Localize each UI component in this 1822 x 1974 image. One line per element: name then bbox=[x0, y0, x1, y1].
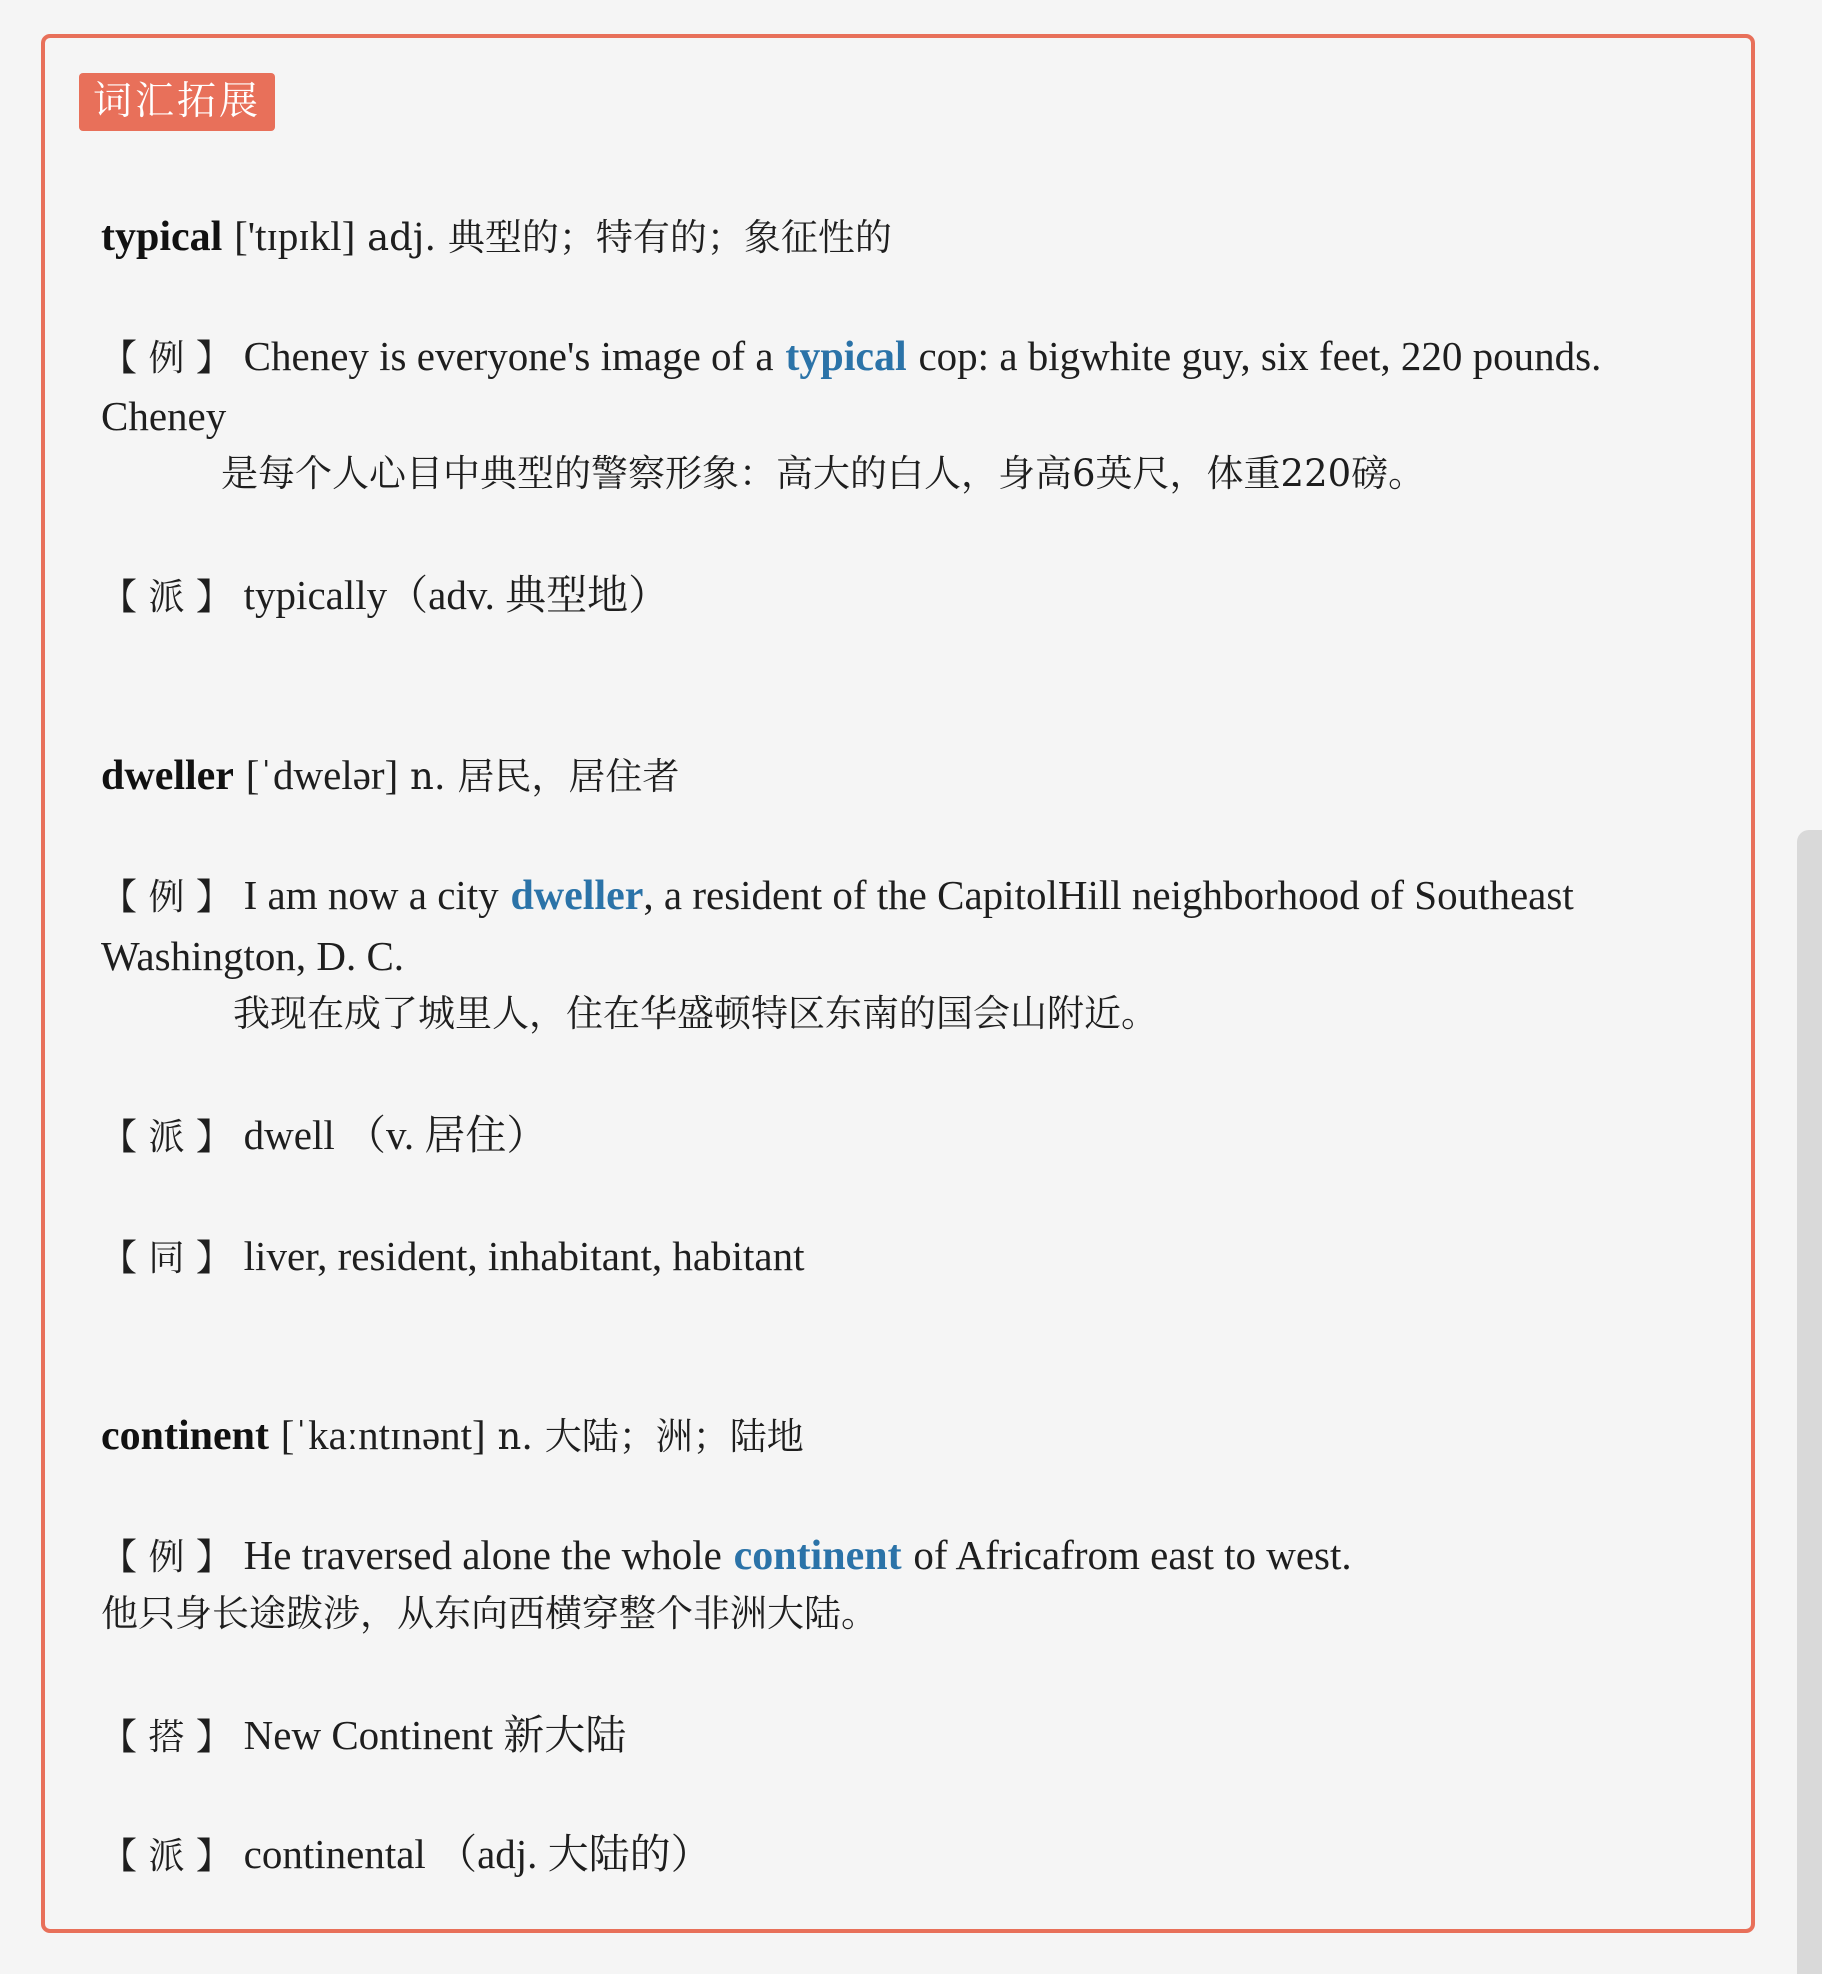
example-en-before: He traversed alone the whole bbox=[243, 1532, 722, 1578]
example-en-after: of Africafrom east to west. bbox=[913, 1532, 1352, 1578]
example-tag: 【 例 】 bbox=[101, 338, 232, 379]
definition: n. 居民，居住者 bbox=[410, 755, 680, 798]
synonym-text: liver, resident, inhabitant, habitant bbox=[243, 1233, 805, 1279]
derive-tag: 【 派 】 bbox=[101, 1117, 232, 1158]
example-tag: 【 例 】 bbox=[101, 877, 232, 918]
example-tag: 【 例 】 bbox=[101, 1537, 232, 1578]
entry-headline-continent bbox=[101, 1411, 804, 1461]
collocation-tag: 【 搭 】 bbox=[101, 1717, 232, 1758]
section-title-tag: 词汇拓展 bbox=[79, 73, 275, 131]
example-en-before: Cheney is everyone's image of a bbox=[243, 333, 774, 379]
pronunciation: [ˈdwelər] bbox=[245, 752, 399, 798]
scrollbar[interactable] bbox=[1797, 830, 1822, 1974]
example-en-continued: Washington, D. C. bbox=[101, 933, 405, 979]
derive-tag: 【 派 】 bbox=[101, 1836, 232, 1877]
example-zh: 他只身长途跋涉，从东向西横穿整个非洲大陆。 bbox=[101, 1592, 878, 1635]
definition: n. 大陆；洲；陆地 bbox=[497, 1415, 804, 1458]
example-zh: 是每个人心目中典型的警察形象：高大的白人，身高6英尺，体重220磅。 bbox=[221, 452, 1426, 495]
headword: dweller bbox=[101, 753, 234, 799]
example-en-continued: Cheney bbox=[101, 393, 227, 439]
example-highlight-word: dweller bbox=[510, 873, 644, 919]
derive-text: continental （adj. 大陆的） bbox=[243, 1831, 712, 1877]
example-line-dweller bbox=[101, 871, 1574, 922]
example-highlight-word: typical bbox=[785, 334, 907, 380]
derive-line-dweller bbox=[101, 1111, 547, 1162]
synonym-tag: 【 同 】 bbox=[101, 1238, 232, 1279]
example-line-continent bbox=[101, 1531, 1352, 1582]
example-zh: 我现在成了城里人，住在华盛顿特区东南的国会山附近。 bbox=[233, 992, 1158, 1035]
entry-headline-dweller bbox=[101, 751, 679, 801]
derive-text: typically（adv. 典型地） bbox=[243, 572, 670, 618]
vocabulary-card bbox=[41, 34, 1755, 1933]
derive-line-continent bbox=[101, 1830, 712, 1881]
derive-line-typical bbox=[101, 571, 669, 622]
derive-text: dwell （v. 居住） bbox=[243, 1112, 548, 1158]
example-en-before: I am now a city bbox=[243, 872, 499, 918]
example-line-typical bbox=[101, 332, 1601, 383]
entry-headline-typical bbox=[101, 212, 892, 262]
derive-tag: 【 派 】 bbox=[101, 577, 232, 618]
collocation-line-continent bbox=[101, 1711, 626, 1762]
pronunciation: ['tɪpɪkl] bbox=[234, 213, 356, 259]
headword: continent bbox=[101, 1413, 269, 1459]
definition: adj. 典型的；特有的；象征性的 bbox=[367, 216, 892, 259]
example-en-after: , a resident of the CapitolHill neighborhood of Southeast bbox=[643, 872, 1574, 918]
example-en-after: cop: a bigwhite guy, six feet, 220 pounds. bbox=[918, 333, 1602, 379]
headword: typical bbox=[101, 214, 223, 260]
collocation-text: New Continent 新大陆 bbox=[243, 1712, 627, 1758]
example-highlight-word: continent bbox=[733, 1533, 902, 1579]
pronunciation: [ˈkaːntɪnənt] bbox=[280, 1412, 486, 1458]
synonym-line-dweller bbox=[101, 1232, 804, 1283]
